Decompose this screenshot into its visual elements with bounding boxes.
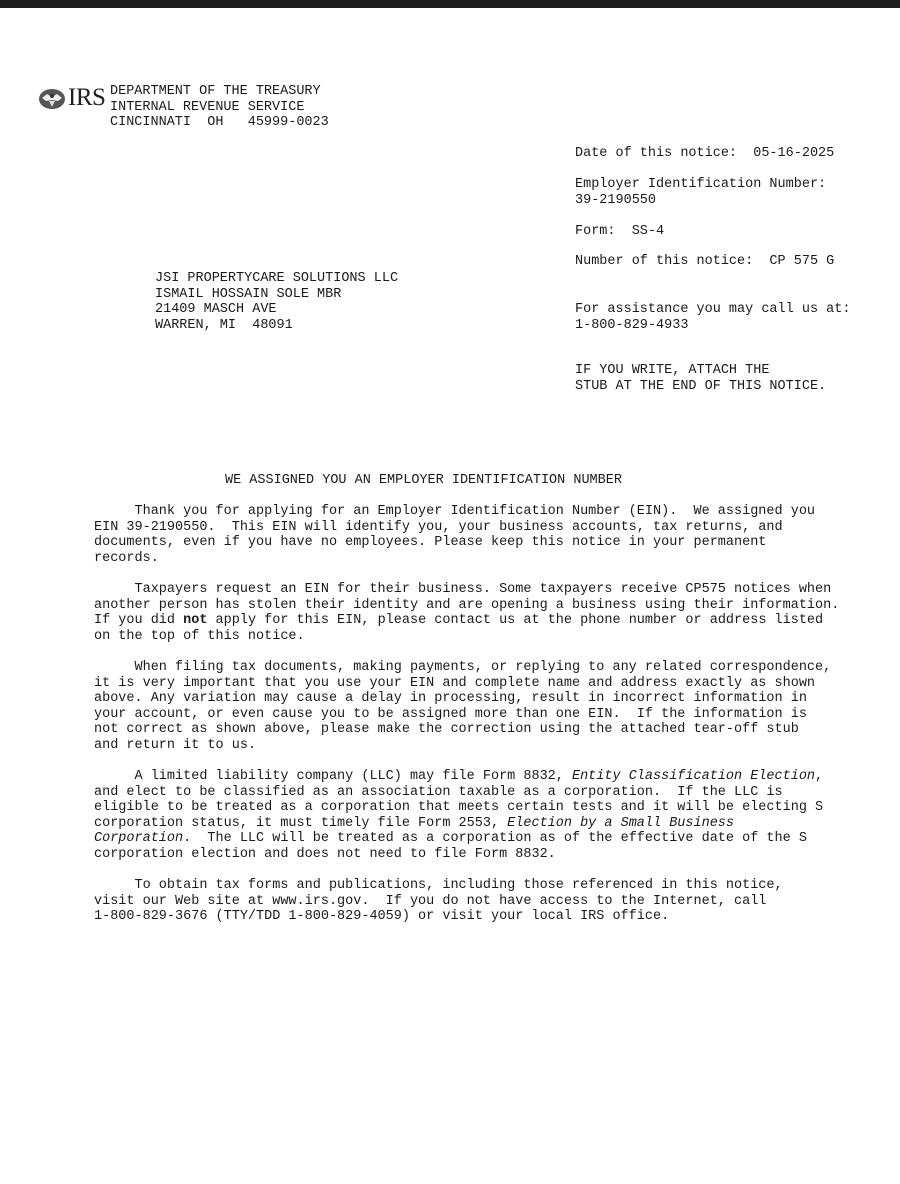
address-line: WARREN, MI 48091 <box>155 317 293 333</box>
text-line: your account, or even cause you to be assigned more than one EIN. If the information is <box>94 706 807 722</box>
paragraph-tax-forms <box>94 878 900 925</box>
ein-value: 39-2190550 <box>575 192 657 208</box>
text-line: and elect to be classified as an association taxable as a corporation. If the LLC is <box>94 784 783 800</box>
write-instruction-line1: IF YOU WRITE, ATTACH THE <box>575 363 770 378</box>
dept-line: INTERNAL REVENUE SERVICE <box>110 99 305 115</box>
text-line: Thank you for applying for an Employer Identification Number (EIN). We assigned you <box>94 504 816 519</box>
text-line: not correct as shown above, please make the correction using the attached tear-off stub <box>94 722 799 738</box>
paragraph-identity-theft <box>94 582 900 644</box>
paragraph-thank-you <box>94 504 900 566</box>
top-bar <box>0 0 900 8</box>
text-line: eligible to be treated as a corporation that meets certain tests and it will be electing S <box>94 800 824 816</box>
text-line: above. Any variation may cause a delay in processing, result in incorrect information in <box>94 691 807 707</box>
text-line: records. <box>94 550 159 566</box>
notice-title: WE ASSIGNED YOU AN EMPLOYER IDENTIFICATION NUMBER <box>225 473 622 488</box>
text-line: it is very important that you use your EIN and complete name and address exactly as shown <box>94 675 816 691</box>
text-line: on the top of this notice. <box>94 628 305 644</box>
notice-date: Date of this notice: 05-16-2025 <box>575 146 835 161</box>
notice-body <box>94 504 900 941</box>
text-segment: , <box>815 769 824 785</box>
assistance-phone: 1-800-829-4933 <box>575 317 689 333</box>
text-segment: . The LLC will be treated as a corporation as of the effective date of the S <box>183 831 807 847</box>
text-segment: apply for this EIN, please contact us at the phone number or address listed <box>207 613 824 629</box>
text-line <box>94 816 900 832</box>
text-line: visit our Web site at www.irs.gov. If you do not have access to the Internet, call <box>94 893 767 909</box>
department-address <box>110 84 329 131</box>
text-line: EIN 39-2190550. This EIN will identify you, your business accounts, tax returns, and <box>94 519 783 535</box>
text-segment: corporation status, it must timely file Form 2553, <box>94 815 508 831</box>
write-instruction-line2: STUB AT THE END OF THIS NOTICE. <box>575 378 827 394</box>
paragraph-filing <box>94 660 900 754</box>
text-line: To obtain tax forms and publications, including those referenced in this notice, <box>94 878 783 894</box>
text-segment: A limited liability company (LLC) may file Form 8832, <box>94 769 572 785</box>
dept-line: DEPARTMENT OF THE TREASURY <box>110 84 321 99</box>
irs-logo-text: IRS <box>68 84 106 111</box>
text-line: documents, even if you have no employees. Please keep this notice in your permanent <box>94 535 767 551</box>
form-title-italic: Election by a Small Business <box>507 815 735 831</box>
text-line: and return it to us. <box>94 737 257 753</box>
form-type: Form: SS-4 <box>575 224 665 239</box>
text-line <box>94 831 900 847</box>
text-line: 1-800-829-3676 (TTY/TDD 1-800-829-4059) or visit your local IRS office. <box>94 909 670 925</box>
notice-number: Number of this notice: CP 575 G <box>575 254 835 269</box>
assistance-label: For assistance you may call us at: <box>575 302 851 317</box>
text-line: When filing tax documents, making payments, or replying to any related correspondence, <box>94 659 832 675</box>
address-line: ISMAIL HOSSAIN SOLE MBR <box>155 286 342 302</box>
form-title-italic: Entity Classification Election <box>571 769 816 785</box>
ein-label: Employer Identification Number: <box>575 177 827 192</box>
address-line: 21409 MASCH AVE <box>155 302 277 317</box>
dept-line: CINCINNATI OH 45999-0023 <box>110 115 329 130</box>
eagle-seal-icon <box>38 88 66 110</box>
text-segment: If you did <box>94 613 184 629</box>
text-line <box>94 613 900 629</box>
paragraph-llc <box>94 769 900 863</box>
text-line: corporation election and does not need to file Form 8832. <box>94 847 556 863</box>
form-title-italic: Corporation <box>94 831 184 847</box>
address-line: JSI PROPERTYCARE SOLUTIONS LLC <box>155 271 399 286</box>
text-line <box>94 769 900 785</box>
recipient-address <box>155 271 398 333</box>
notice-info <box>575 146 895 394</box>
text-line: another person has stolen their identity and are opening a business using their information. <box>94 597 840 613</box>
text-line: Taxpayers request an EIN for their business. Some taxpayers receive CP575 notices when <box>94 581 832 597</box>
emphasis-not: not <box>183 613 208 629</box>
